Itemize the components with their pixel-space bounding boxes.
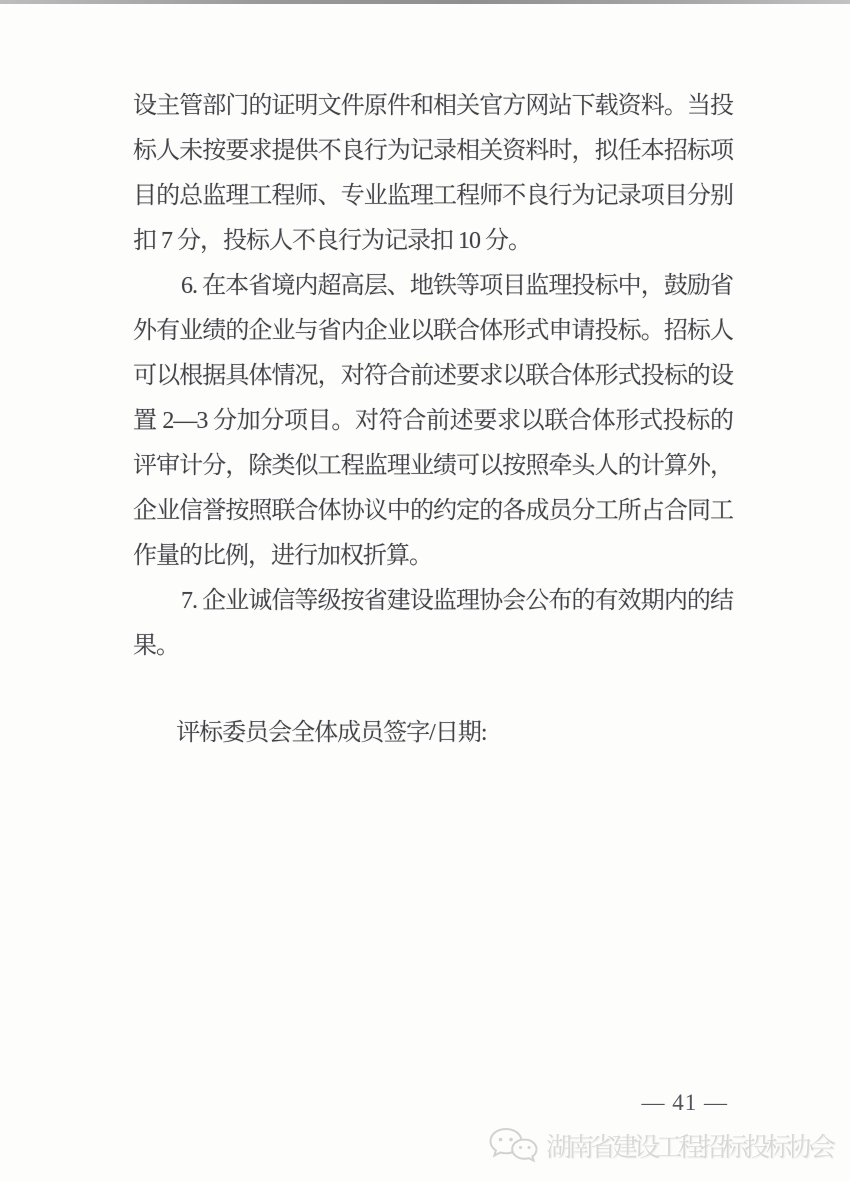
body-paragraph-continuation: 设主管部门的证明文件原件和相关官方网站下载资料。当投标人未按要求提供不良行为记录相关资料时，拟任本招标项目的总监理工程师、专业监理工程师不良行为记录项目分别扣 7 分，投标人不良行为记录扣 10 分。 (133, 93, 733, 254)
watermark (487, 1126, 832, 1164)
body-paragraph-item-7: 7. 企业诚信等级按省建设监理协会公布的有效期内的结果。 (133, 588, 733, 659)
signature-line: 评标委员会全体成员签字/日期: (176, 720, 487, 746)
page-number: — 41 — (641, 1090, 728, 1115)
watermark-text: 湖南省建设工程招标投标协会 (545, 1132, 832, 1162)
wechat-icon (487, 1126, 539, 1164)
document-body (133, 84, 733, 756)
scan-edge-artifact (0, 0, 850, 4)
body-paragraph-item-6: 6. 在本省境内超高层、地铁等项目监理投标中，鼓励省外有业绩的企业与省内企业以联合体形式申请投标。招标人可以根据具体情况，对符合前述要求以联合体形式投标的设置 2—3 分加分项目。对符合前述要求以联合体形式投标的评审计分，除类似工程监理业绩可以按照牵头人的计算外，企业信誉按照联合体协议中的约定的各成员分工所占合同工作量的比例，进行加权折算。 (133, 273, 733, 569)
